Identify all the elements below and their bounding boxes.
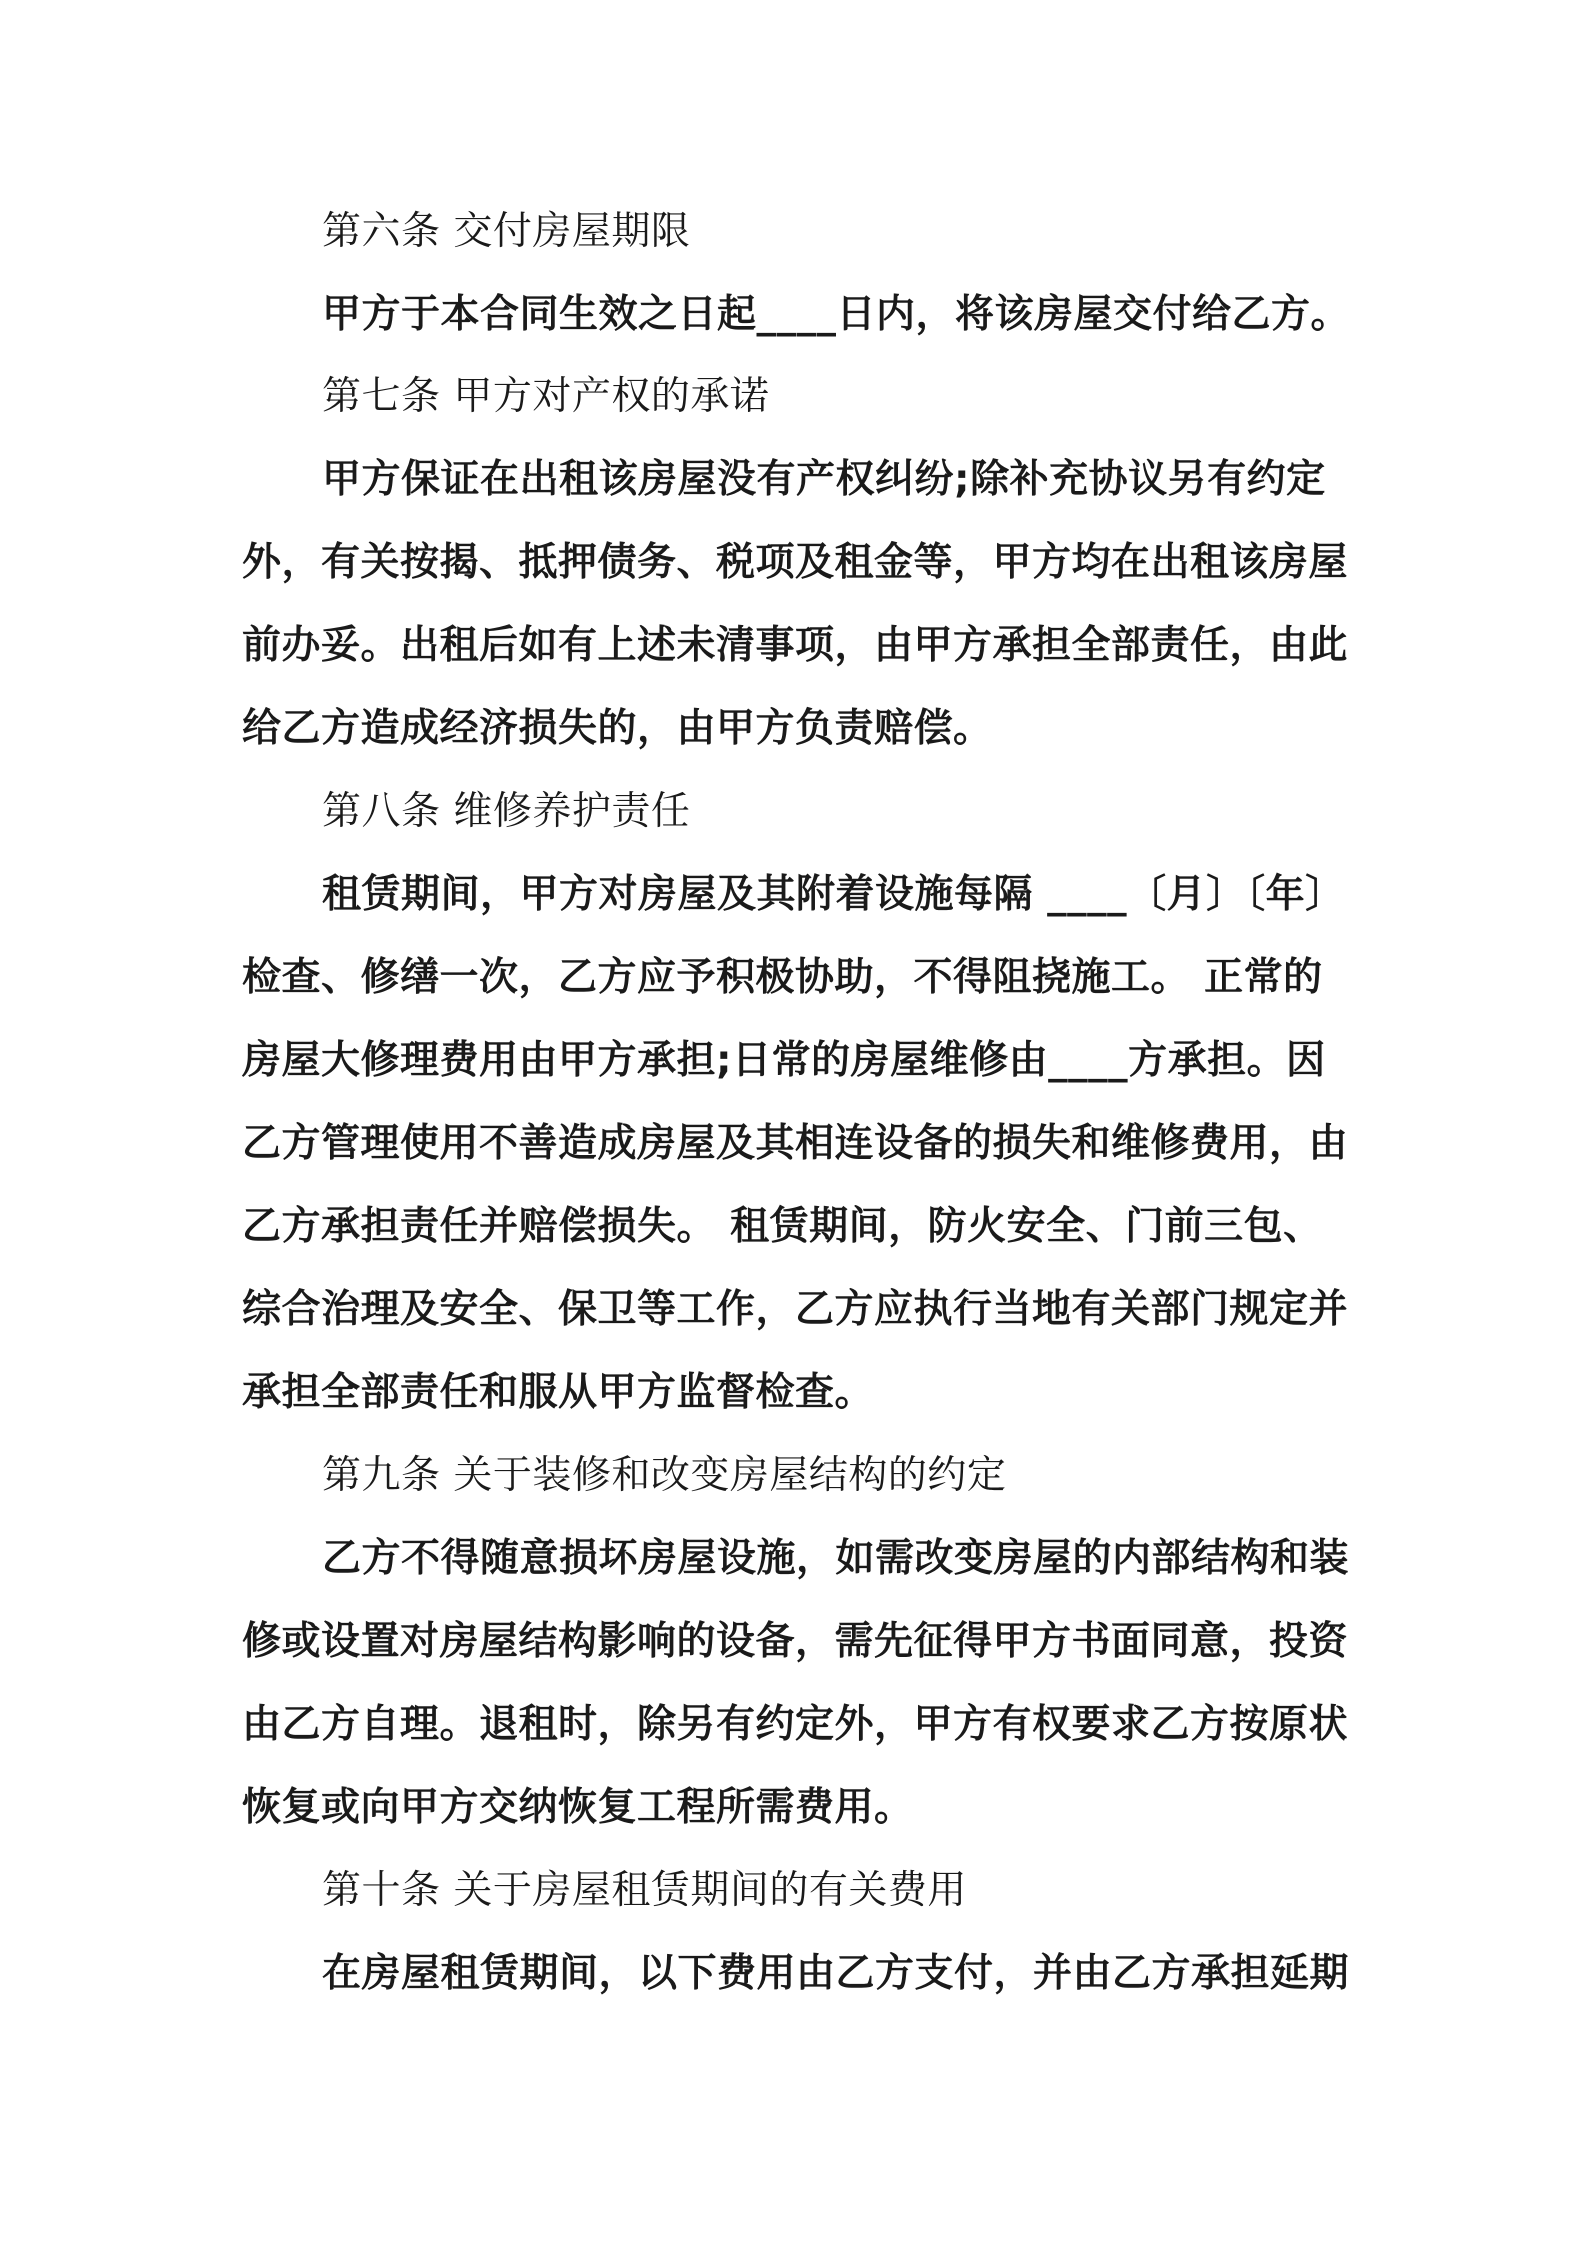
article-8-heading: 第八条 维修养护责任: [322, 789, 691, 834]
article-7-paragraph-line: 给乙方造成经济损失的，由甲方负责赔偿。: [242, 706, 993, 751]
article-8-paragraph-line: 乙方承担责任并赔偿损失。 租赁期间，防火安全、门前三包、: [242, 1204, 1323, 1249]
article-10-heading: 第十条 关于房屋租赁期间的有关费用: [322, 1868, 967, 1913]
article-8-paragraph-line: 综合治理及安全、保卫等工作，乙方应执行当地有关部门规定并: [242, 1287, 1349, 1332]
article-9-heading: 第九条 关于装修和改变房屋结构的约定: [322, 1453, 1007, 1498]
article-7-paragraph-line: 前办妥。出租后如有上述未清事项，由甲方承担全部责任，由此: [242, 623, 1349, 668]
article-8-paragraph-line: 检查、修缮一次，乙方应予积极协助，不得阻挠施工。 正常的: [242, 955, 1323, 1000]
article-9-paragraph-line: 修或设置对房屋结构影响的设备，需先征得甲方书面同意，投资: [242, 1619, 1349, 1664]
article-7-heading: 第七条 甲方对产权的承诺: [322, 374, 770, 419]
article-8-paragraph-line: 乙方管理使用不善造成房屋及其相连设备的损失和维修费用，由: [242, 1121, 1349, 1166]
article-8-paragraph-line: 承担全部责任和服从甲方监督检查。: [242, 1370, 875, 1415]
article-8-paragraph-line: 租赁期间，甲方对房屋及其附着设施每隔 ____〔月〕〔年〕: [322, 872, 1345, 917]
article-7-paragraph-line: 外，有关按揭、抵押债务、税项及租金等，甲方均在出租该房屋: [242, 540, 1349, 585]
article-10-paragraph-line: 在房屋租赁期间，以下费用由乙方支付，并由乙方承担延期: [322, 1951, 1350, 1996]
article-9-paragraph-line: 由乙方自理。退租时，除另有约定外，甲方有权要求乙方按原状: [242, 1702, 1349, 1747]
article-8-paragraph-line: 房屋大修理费用由甲方承担;日常的房屋维修由____方承担。因: [242, 1038, 1326, 1083]
article-6-paragraph-line: 甲方于本合同生效之日起____日内，将该房屋交付给乙方。: [322, 292, 1351, 337]
article-7-paragraph-line: 甲方保证在出租该房屋没有产权纠纷;除补充协议另有约定: [322, 457, 1326, 502]
article-6-heading: 第六条 交付房屋期限: [322, 209, 691, 254]
article-9-paragraph-line: 恢复或向甲方交纳恢复工程所需费用。: [242, 1785, 914, 1830]
article-9-paragraph-line: 乙方不得随意损坏房屋设施，如需改变房屋的内部结构和装: [322, 1536, 1350, 1581]
